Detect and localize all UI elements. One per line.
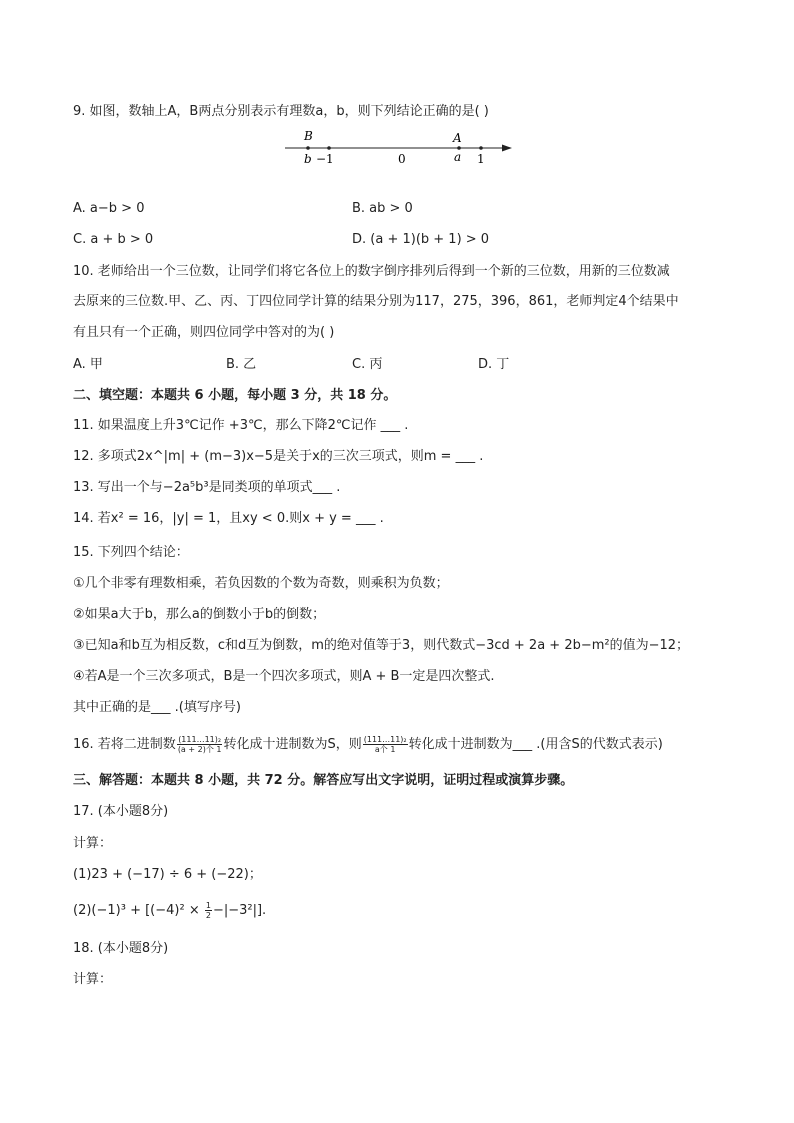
- q9-option-b: B. ab > 0: [352, 201, 413, 216]
- q16: [73, 732, 663, 758]
- q16-frac1-denominator: (a + 2)个 1: [177, 745, 222, 754]
- q16-post: 转化成十进制数为___ .(用含S的代数式表示): [408, 737, 663, 752]
- number-line-figure: [282, 128, 517, 168]
- q17-frac-numerator: 1: [205, 901, 211, 910]
- tick-1: 1: [477, 152, 485, 166]
- q9-option-a: A. a−b > 0: [73, 201, 145, 216]
- q17-part2-pre: (2)(−1)³ + [(−4)² ×: [73, 903, 204, 918]
- q17-part2: [73, 898, 266, 924]
- q16-fraction-1: [177, 735, 223, 754]
- q10-line2: 去原来的三位数.甲、乙、丙、丁四位同学计算的结果分别为117，275，396，861，老师判定4个结果中: [73, 294, 679, 309]
- q16-pre: 16. 若将二进制数: [73, 737, 176, 752]
- section3-heading: 三、解答题：本题共 8 小题，共 72 分。解答应写出文字说明，证明过程或演算步骤。: [73, 773, 574, 788]
- point-b: [306, 146, 310, 150]
- q9-option-c: C. a + b > 0: [73, 232, 154, 247]
- q9-option-d: D. (a + 1)(b + 1) > 0: [352, 232, 490, 247]
- point-1: [479, 146, 483, 150]
- label-A: A: [453, 131, 462, 145]
- q17-part2-post: −|−3²|].: [212, 903, 267, 918]
- tick-a: a: [454, 150, 462, 164]
- q17-title: 17. (本小题8分): [73, 804, 169, 819]
- tick-0: 0: [398, 152, 406, 166]
- section2-heading: 二、填空题：本题共 6 小题，每小题 3 分，共 18 分。: [73, 388, 397, 403]
- q17-part1: (1)23 + (−17) ÷ 6 + (−22)；: [73, 867, 262, 882]
- q15-statement-1: ①几个非零有理数相乘，若负因数的个数为奇数，则乘积为负数；: [73, 576, 449, 591]
- q16-fraction-2: [363, 735, 408, 754]
- point-neg1: [327, 146, 331, 150]
- q17-part2-fraction: [205, 901, 212, 920]
- q15-tail: 其中正确的是___ .(填写序号): [73, 700, 241, 715]
- q10-line1: 10. 老师给出一个三位数，让同学们将它各位上的数字倒序排列后得到一个新的三位数，用新的三位数减: [73, 264, 670, 279]
- arrow-icon: [502, 145, 512, 152]
- q10-option-d: D. 丁: [478, 357, 510, 372]
- q17-calc-label: 计算：: [73, 836, 113, 851]
- q12: 12. 多项式2x^|m| + (m−3)x−5是关于x的三次三项式，则m = ___ .: [73, 449, 484, 464]
- q16-frac2-denominator: a个 1: [374, 745, 396, 754]
- q15-statement-4: ④若A是一个三次多项式，B是一个四次多项式，则A + B一定是四次整式.: [73, 669, 495, 684]
- q10-option-b: B. 乙: [226, 357, 257, 372]
- q10-line3: 有且只有一个正确，则四位同学中答对的为( ): [73, 325, 335, 340]
- q17-frac-denominator: 2: [205, 911, 211, 920]
- q16-mid: 转化成十进制数为S，则: [223, 737, 362, 752]
- q14: 14. 若x² = 16，|y| = 1，且xy < 0.则x + y = ___ .: [73, 511, 384, 526]
- q10-option-c: C. 丙: [352, 357, 383, 372]
- q13: 13. 写出一个与−2a⁵b³是同类项的单项式___ .: [73, 480, 341, 495]
- tick-b: b: [304, 152, 312, 166]
- q10-option-a: A. 甲: [73, 357, 103, 372]
- q15-stem: 15. 下列四个结论：: [73, 545, 189, 560]
- q15-statement-3: ③已知a和b互为相反数，c和d互为倒数，m的绝对值等于3，则代数式−3cd + 2a + 2b−m²的值为−12；: [73, 638, 690, 653]
- q18-title: 18. (本小题8分): [73, 941, 169, 956]
- q15-statement-2: ②如果a大于b，那么a的倒数小于b的倒数；: [73, 607, 326, 622]
- q9-stem: 9. 如图，数轴上A，B两点分别表示有理数a，b，则下列结论正确的是( ): [73, 104, 489, 119]
- q18-calc-label: 计算：: [73, 972, 113, 987]
- label-B: B: [304, 129, 313, 143]
- tick-neg1: −1: [316, 152, 334, 166]
- q11: 11. 如果温度上升3℃记作 +3℃，那么下降2℃记作 ___ .: [73, 418, 409, 433]
- q16-frac1-numerator: (111…11)₂: [178, 735, 222, 744]
- q16-frac2-numerator: (111…11)₂: [363, 735, 407, 744]
